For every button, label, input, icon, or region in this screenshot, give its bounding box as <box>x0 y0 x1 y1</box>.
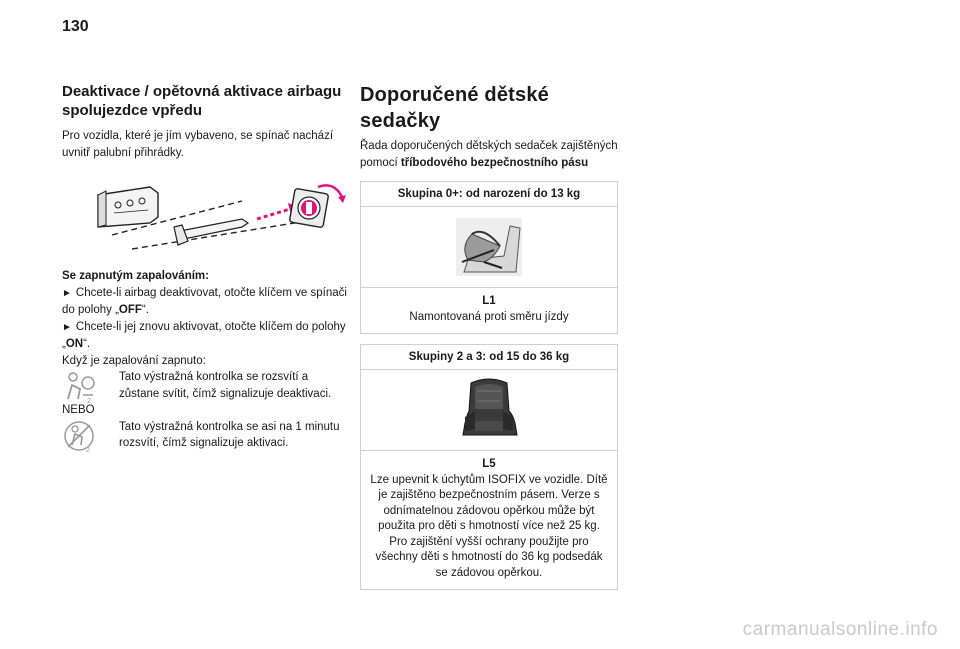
seat-card-body <box>361 451 617 589</box>
bullet-arrow-icon: ► <box>62 287 72 299</box>
airbag-section <box>62 82 347 452</box>
ignition-heading: Se zapnutým zapalováním: <box>62 270 209 282</box>
seat-card-header: Skupiny 2 a 3: od 15 do 36 kg <box>361 345 617 370</box>
seat-code: L1 <box>482 295 496 307</box>
warning-deactivated-text <box>62 369 347 402</box>
rear-facing-seat-image <box>454 216 524 278</box>
warning-deactivated <box>62 369 347 402</box>
seat-card-header: Skupina 0+: od narození do 13 kg <box>361 182 617 207</box>
step-deactivate-text: Chcete-li airbag deaktivovat, otočte klíčem ve spínači do polohy „ <box>62 286 347 316</box>
seat-description: Namontovaná proti směru jízdy <box>409 310 569 323</box>
step-activate-end: “. <box>83 338 91 350</box>
step-activate-text: Chcete-li jej znovu aktivovat, otočte klíčem do polohy „ <box>62 320 346 350</box>
off-label: OFF <box>118 304 142 316</box>
when-on-text: Když je zapalování zapnuto: <box>62 354 206 367</box>
child-seats-subtitle <box>360 138 618 171</box>
step-deactivate-end: “. <box>141 304 149 316</box>
step-activate <box>62 319 347 353</box>
seat-description: Lze upevnit k úchytům ISOFIX ve vozidle. Dítě je zajištěno bezpečnostním pásem. Verze s odnímatelnou zádovou opěrkou může být použita pro děti s hmotností více než 25 kg. Pro zajištění vyšší ochrany použijte pro všechny děti s hmotností do 36 kg podsedák se zádovou opěrkou. <box>370 473 608 579</box>
booster-seat-image <box>457 377 521 443</box>
seat-card-image <box>361 370 617 451</box>
seat-card-image <box>361 207 617 288</box>
warn1-text: Tato výstražná kontrolka se rozsvítí a zůstane svítit, čímž signalizuje deaktivaci. <box>119 371 332 400</box>
seat-card-group0 <box>360 181 618 334</box>
svg-text:2: 2 <box>86 446 90 453</box>
bullet-arrow-icon: ► <box>62 321 72 333</box>
seat-code: L5 <box>482 458 496 470</box>
airbag-intro: Pro vozidla, které je jím vybaveno, se spínač nachází uvnitř palubní přihrádky. <box>62 130 334 159</box>
key-illustration <box>92 183 352 253</box>
or-text: NEBO <box>62 404 95 416</box>
svg-text:2: 2 <box>87 398 91 403</box>
subtitle-bold: tříbodového bezpečnostního pásu <box>400 156 589 169</box>
child-seats-heading: Doporučené dětské sedačky <box>360 84 550 132</box>
subtitle-text: Řada doporučených dětských sedaček zajištěných pomocí <box>360 140 618 169</box>
airbag-on-warning-icon <box>62 419 98 453</box>
warn2-text: Tato výstražná kontrolka se asi na 1 minutu rozsvítí, čímž signalizuje aktivaci. <box>119 420 340 449</box>
on-label: ON <box>65 338 84 350</box>
child-seats-section <box>360 82 618 590</box>
page-number: 130 <box>62 18 89 35</box>
airbag-off-warning-icon <box>62 369 98 403</box>
step-deactivate <box>62 285 347 319</box>
warning-activated <box>62 419 347 452</box>
airbag-heading: Deaktivace / opětovná aktivace airbagu spolujezdce vpředu <box>62 83 342 119</box>
seat-card-body <box>361 288 617 333</box>
warning-activated-text <box>62 419 347 452</box>
seat-card-group23 <box>360 344 618 590</box>
watermark: carmanualsonline.info <box>742 619 938 640</box>
